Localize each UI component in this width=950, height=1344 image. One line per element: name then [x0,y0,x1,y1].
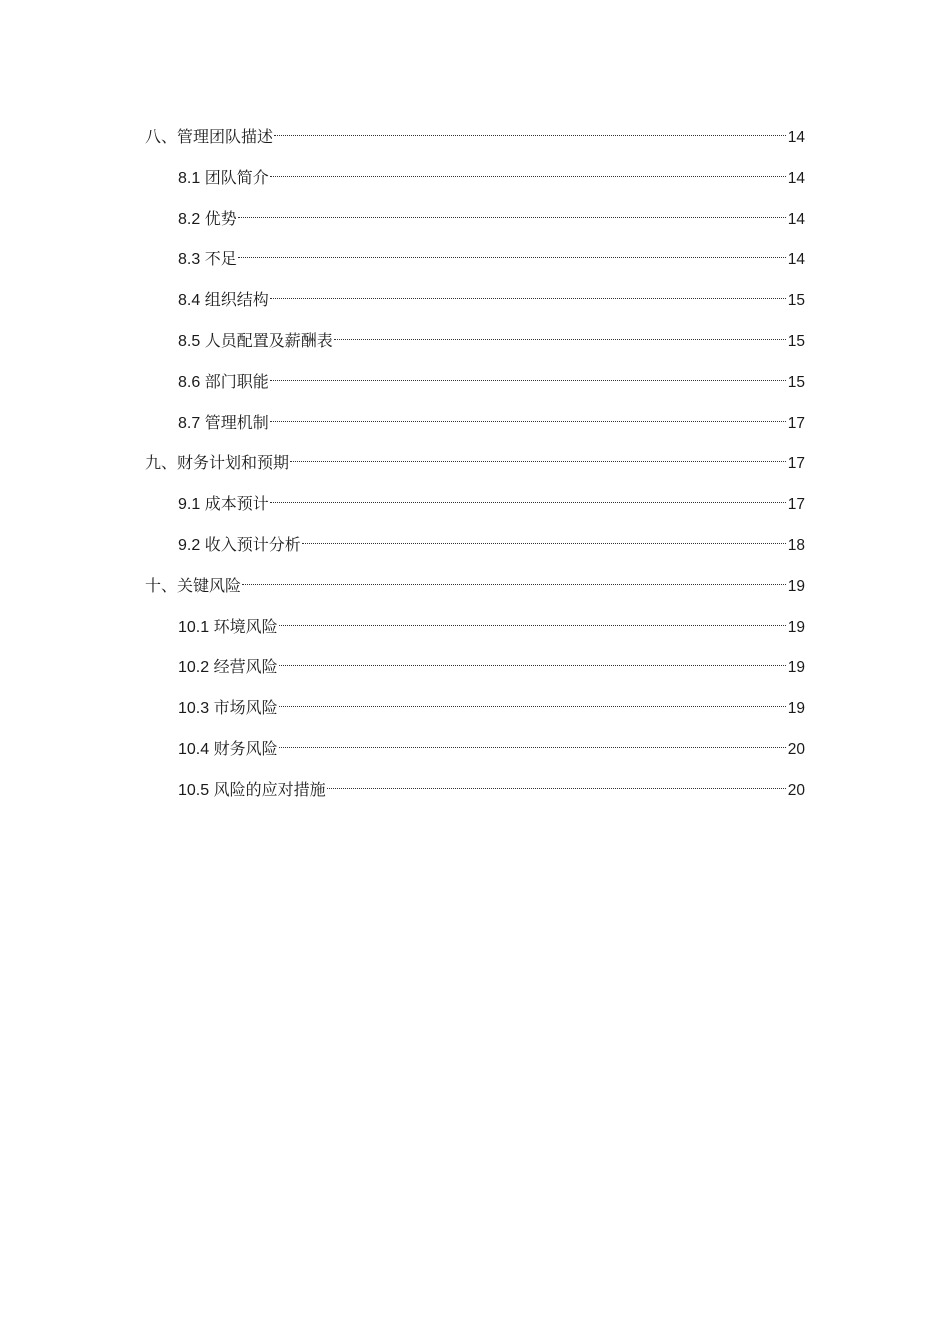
toc-entry-page-number: 17 [787,414,805,432]
toc-entry-label: 10.2 经营风险 [178,659,278,677]
dot-leader [302,526,786,550]
toc-entry-page-number: 18 [787,536,805,554]
toc-entry-page-number: 15 [787,332,805,350]
toc-entry-page-number: 14 [787,210,805,228]
toc-entry-page-number: 14 [787,129,805,146]
toc-entry-label: 10.4 财务风险 [178,740,278,758]
toc-entry-page-number: 19 [787,659,805,677]
toc-entry-page-number: 20 [787,781,805,799]
toc-entry-10-1[interactable] [0,600,950,641]
dot-leader [242,567,786,591]
toc-entry-page-number: 19 [787,700,805,718]
toc-entry-page-number: 20 [787,740,805,758]
toc-entry-label: 10.3 市场风险 [178,700,278,718]
toc-entry-8-6[interactable] [0,355,950,396]
toc-entry-8-5[interactable] [0,314,950,355]
toc-entry-label: 9.2 收入预计分析 [178,536,301,554]
dot-leader [327,771,786,795]
toc-entry-label: 十、关键风险 [145,577,242,595]
toc-entry-label: 8.4 组织结构 [178,292,269,310]
toc-entry-page-number: 17 [787,455,805,473]
toc-entry-page-number: 17 [787,496,805,514]
toc-entry-8-3[interactable] [0,232,950,273]
toc-entry-section-10[interactable] [0,559,950,600]
dot-leader [238,200,786,224]
toc-entry-10-2[interactable] [0,640,950,681]
toc-entry-label: 八、管理团队描述 [145,129,274,146]
toc-entry-9-2[interactable] [0,518,950,559]
dot-leader [238,240,786,264]
toc-entry-section-8[interactable] [0,110,950,151]
toc-entry-label: 九、财务计划和预期 [145,455,290,473]
toc-entry-page-number: 14 [787,251,805,269]
toc-entry-page-number: 15 [787,292,805,310]
toc-entry-8-1[interactable] [0,151,950,192]
toc-entry-label: 8.5 人员配置及薪酬表 [178,332,333,350]
toc-entry-9-1[interactable] [0,477,950,518]
toc-entry-label: 8.6 部门职能 [178,373,269,391]
dot-leader [270,159,786,183]
toc-entry-page-number: 19 [787,618,805,636]
dot-leader [334,322,786,346]
dot-leader [290,444,786,468]
toc-entry-section-9[interactable] [0,436,950,477]
dot-leader [270,281,786,305]
toc-entry-label: 8.1 团队简介 [178,169,269,187]
dot-leader [279,730,786,754]
toc-entry-8-4[interactable] [0,273,950,314]
toc-entry-label: 8.7 管理机制 [178,414,269,432]
toc-entry-label: 8.3 不足 [178,251,237,269]
toc-entry-8-2[interactable] [0,192,950,233]
toc-entry-10-3[interactable] [0,681,950,722]
dot-leader [279,689,786,713]
toc-entry-8-7[interactable] [0,396,950,437]
toc-entry-page-number: 14 [787,169,805,187]
dot-leader [270,404,786,428]
toc-entry-10-4[interactable] [0,722,950,763]
dot-leader [279,648,786,672]
dot-leader [274,118,786,142]
dot-leader [270,485,786,509]
toc-entry-page-number: 19 [787,577,805,595]
toc-entry-label: 10.5 风险的应对措施 [178,781,326,799]
dot-leader [270,363,786,387]
toc-entry-label: 9.1 成本预计 [178,496,269,514]
toc-entry-label: 8.2 优势 [178,210,237,228]
toc-entry-10-5[interactable] [0,763,950,804]
table-of-contents [0,110,950,804]
toc-entry-page-number: 15 [787,373,805,391]
toc-entry-label: 10.1 环境风险 [178,618,278,636]
dot-leader [279,608,786,632]
